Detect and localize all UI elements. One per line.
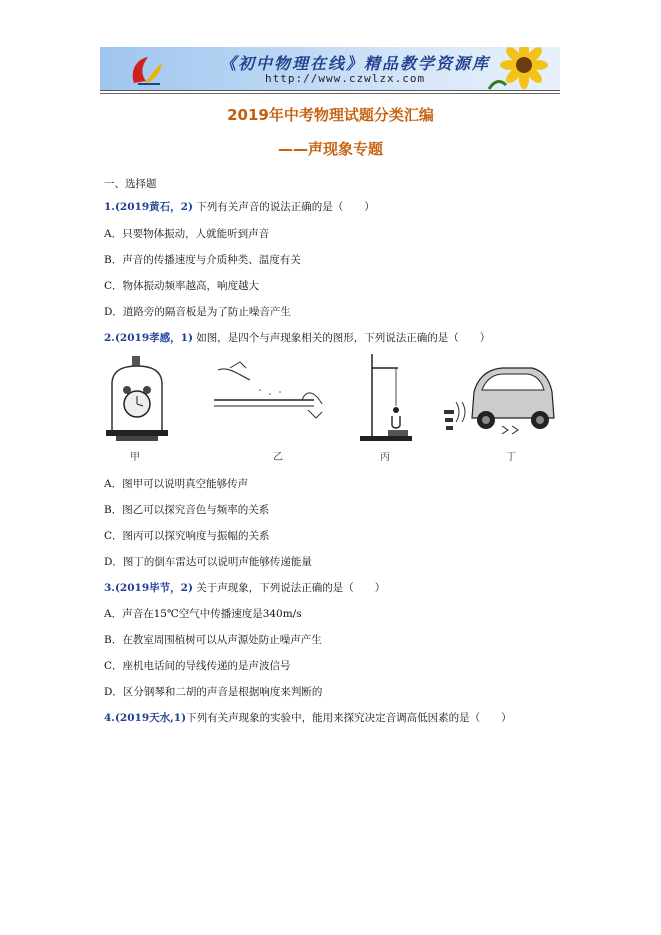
question-source: 1.(2019黄石，2) bbox=[104, 201, 193, 213]
q1-option-c: C．物体振动频率越高，响度越大 bbox=[104, 280, 260, 292]
q2-option-b: B．图乙可以探究音色与频率的关系 bbox=[104, 504, 270, 516]
question-stem: 关于声现象，下列说法正确的是（ ） bbox=[196, 582, 386, 594]
bell-jar-clock-figure bbox=[102, 354, 172, 444]
car-radar-figure bbox=[440, 362, 558, 442]
figure-label-yi: 乙 bbox=[273, 452, 283, 463]
question-stem: 如图，是四个与声现象相关的图形，下列说法正确的是（ ） bbox=[196, 332, 491, 344]
tuning-fork-stand-figure bbox=[358, 352, 418, 444]
q3-option-c: C．座机电话间的导线传递的是声波信号 bbox=[104, 660, 291, 672]
header-banner bbox=[100, 47, 560, 91]
q3-option-b: B．在教室周围植树可以从声源处防止噪声产生 bbox=[104, 634, 322, 646]
q2-option-d: D．图丁的倒车雷达可以说明声能够传递能量 bbox=[104, 556, 312, 568]
q1-option-b: B．声音的传播速度与介质种类、温度有关 bbox=[104, 254, 301, 266]
site-logo-icon bbox=[126, 53, 166, 87]
q3-option-a: A．声音在15℃空气中传播速度是340m/s bbox=[104, 608, 302, 620]
banner-title: 《初中物理在线》精品教学资源库 bbox=[220, 54, 491, 73]
ruler-vibration-figure bbox=[210, 360, 330, 440]
question-2 bbox=[104, 330, 490, 345]
page-title: 2019年中考物理试题分类汇编 bbox=[227, 106, 434, 124]
q2-option-a: A．图甲可以说明真空能够传声 bbox=[104, 478, 249, 490]
q3-option-d: D．区分钢琴和二胡的声音是根据响度来判断的 bbox=[104, 686, 323, 698]
question-stem: 下列有关声现象的实验中，能用来探究决定音调高低因素的是（ ） bbox=[186, 712, 512, 724]
question-source: 4.(2019天水,1) bbox=[104, 712, 187, 724]
question-4 bbox=[104, 710, 512, 725]
question-stem: 下列有关声音的说法正确的是（ ） bbox=[196, 201, 375, 213]
question-source: 3.(2019毕节，2) bbox=[104, 582, 193, 594]
question-source: 2.(2019孝感，1) bbox=[104, 332, 193, 344]
figure-label-jia: 甲 bbox=[130, 452, 140, 463]
q2-option-c: C．图丙可以探究响度与振幅的关系 bbox=[104, 530, 270, 542]
banner-url[interactable]: http://www.czwlzx.com bbox=[265, 72, 426, 85]
figure-label-bing: 丙 bbox=[380, 452, 390, 463]
header-rule bbox=[100, 93, 560, 94]
q2-figures bbox=[100, 352, 560, 462]
sunflower-icon bbox=[484, 47, 554, 91]
question-1 bbox=[104, 199, 375, 214]
page-subtitle: ——声现象专题 bbox=[277, 140, 383, 158]
q1-option-d: D．道路旁的隔音板是为了防止噪音产生 bbox=[104, 306, 291, 318]
q1-option-a: A．只要物体振动，人就能听到声音 bbox=[104, 228, 270, 240]
question-3 bbox=[104, 580, 385, 595]
figure-label-ding: 丁 bbox=[506, 452, 516, 463]
section-heading: 一、选择题 bbox=[104, 178, 157, 190]
